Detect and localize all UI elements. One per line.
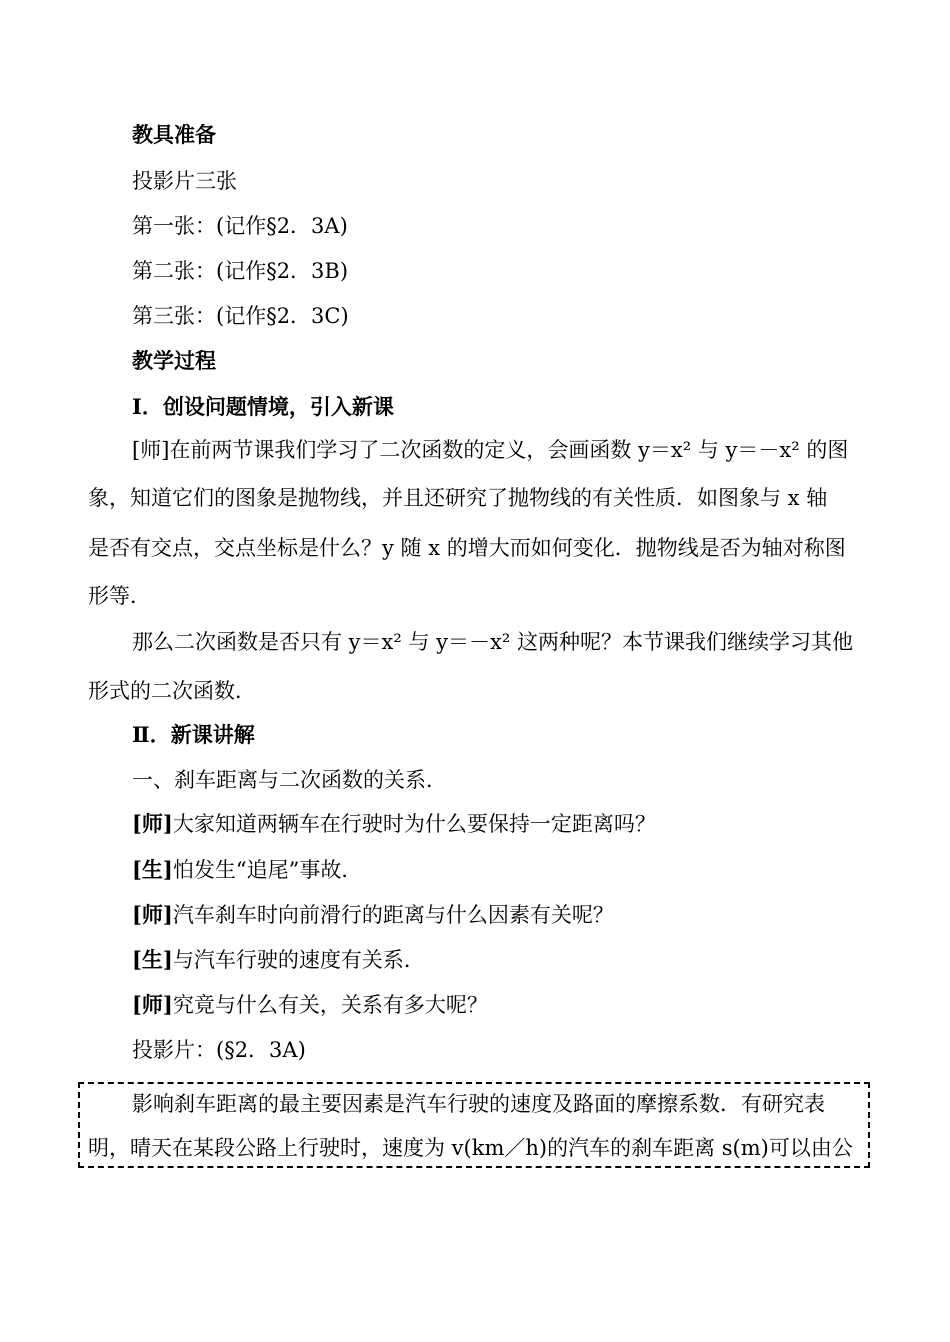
- dialog-text: 怕发生“追尾”事故．: [172, 858, 363, 882]
- tools-line: 投影片三张: [132, 169, 237, 193]
- paragraph-line: [师]在前两节课我们学习了二次函数的定义，会画函数 y＝x² 与 y＝－x² 的图: [132, 438, 849, 462]
- paragraph-line: 形等．: [88, 584, 151, 608]
- paragraph-line: 那么二次函数是否只有 y＝x² 与 y＝－x² 这两种呢？本节课我们继续学习其他: [132, 630, 853, 654]
- dialog-line: [132, 901, 950, 929]
- tools-line: 第一张：(记作§2．3A): [132, 214, 348, 238]
- dialog-line: [132, 946, 950, 974]
- dialog-line: [132, 991, 950, 1019]
- part2-heading: Ⅱ．新课讲解: [132, 722, 255, 747]
- speaker-label: [师]: [132, 811, 173, 836]
- speaker-label: [生]: [132, 947, 173, 972]
- tools-line: 第三张：(记作§2．3C): [132, 304, 349, 328]
- box-line: 影响刹车距离的最主要因素是汽车行驶的速度及路面的摩擦系数．有研究表: [132, 1092, 825, 1116]
- speaker-label: [师]: [132, 992, 173, 1017]
- paragraph-line: 形式的二次函数．: [88, 679, 256, 703]
- dialog-text: 汽车刹车时向前滑行的距离与什么因素有关呢？: [172, 903, 614, 927]
- dialog-text: 与汽车行驶的速度有关系．: [172, 948, 425, 972]
- box-line: 明，晴天在某段公路上行驶时，速度为 v(km／h)的汽车的刹车距离 s(m)可以由公: [88, 1136, 853, 1160]
- tools-heading: 教具准备: [132, 122, 216, 147]
- part1-heading: Ⅰ．创设问题情境，引入新课: [132, 394, 394, 419]
- tools-line: 第二张：(记作§2．3B): [132, 259, 349, 283]
- part2-subheading: 一、刹车距离与二次函数的关系．: [132, 768, 447, 792]
- speaker-label: [师]: [132, 902, 173, 927]
- projection-box: [78, 1082, 870, 1168]
- speaker-label: [生]: [132, 857, 173, 882]
- paragraph-line: 象，知道它们的图象是抛物线，并且还研究了抛物线的有关性质．如图象与 x 轴: [88, 486, 828, 510]
- dialog-text: 大家知道两辆车在行驶时为什么要保持一定距离吗？: [172, 812, 656, 836]
- projection-label: 投影片：(§2．3A): [132, 1038, 306, 1062]
- dialog-line: [132, 810, 950, 838]
- dialog-line: [132, 856, 950, 884]
- process-heading: 教学过程: [132, 348, 216, 373]
- dialog-text: 究竟与什么有关，关系有多大呢？: [172, 993, 488, 1017]
- paragraph-line: 是否有交点，交点坐标是什么？y 随 x 的增大而如何变化．抛物线是否为轴对称图: [88, 536, 846, 560]
